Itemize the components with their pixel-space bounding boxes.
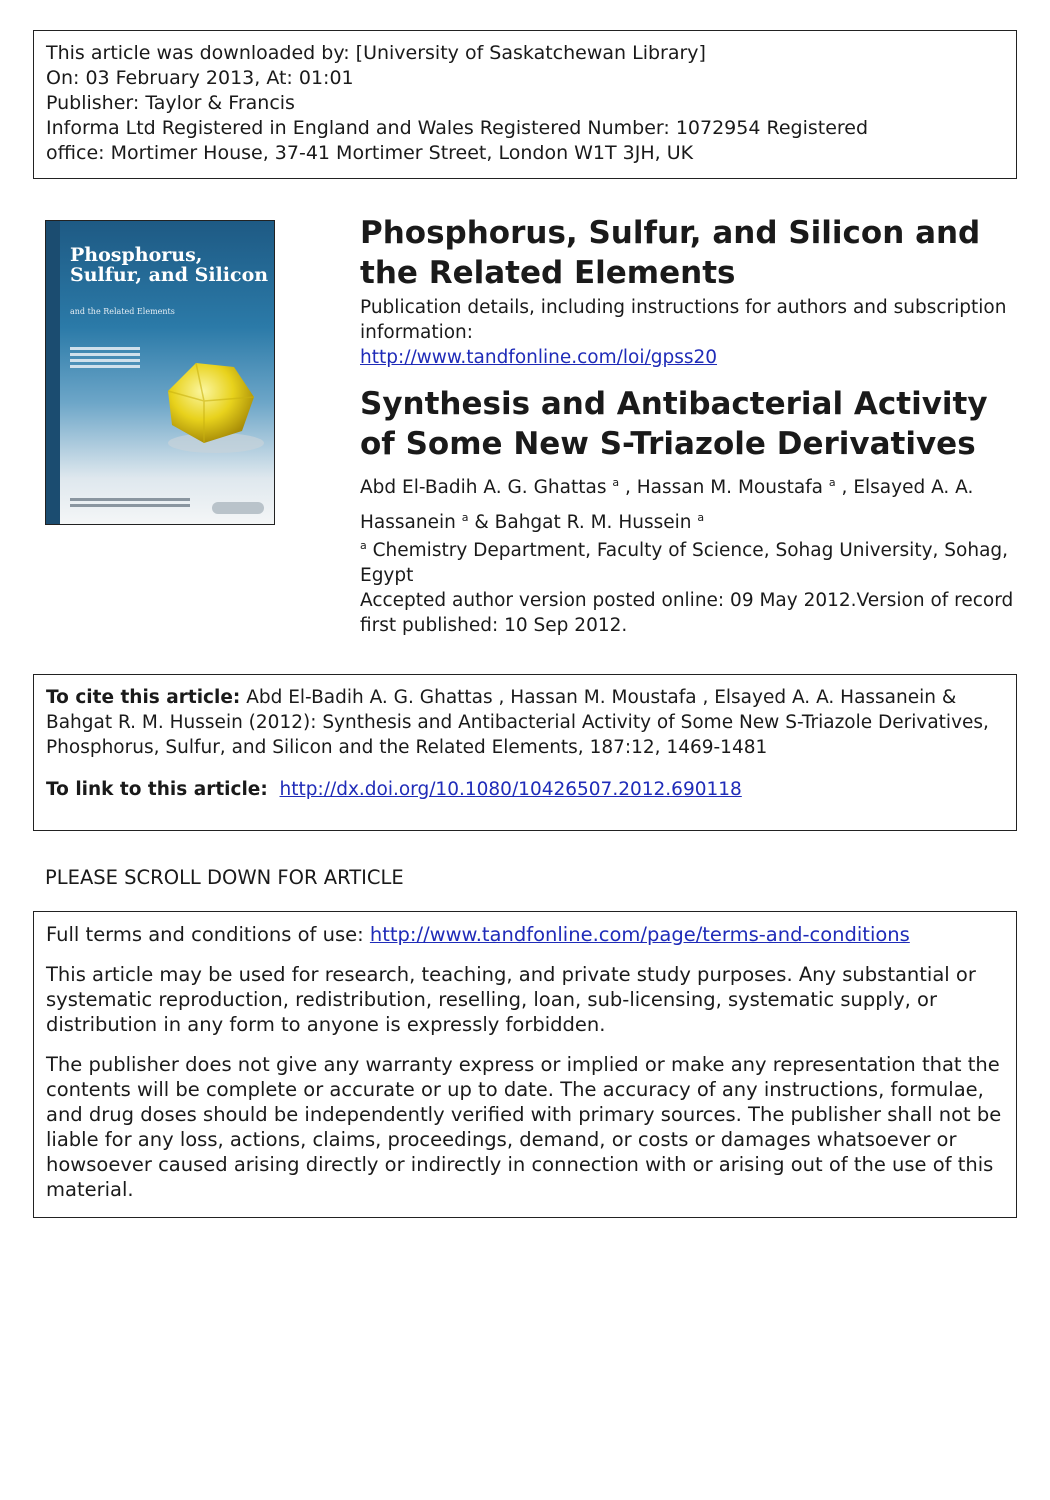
affiliation-marker: a xyxy=(828,476,836,489)
cite-label: To cite this article: xyxy=(46,687,241,708)
terms-label: Full terms and conditions of use: xyxy=(46,923,364,946)
affiliation-marker: a xyxy=(461,511,469,525)
registration-line: Informa Ltd Registered in England and Wales Registered Number: 1072954 Registered xyxy=(46,117,869,139)
author-name: Hassan M. Moustafa xyxy=(636,477,824,499)
download-line: This article was downloaded by: [University of Saskatchewan Library] xyxy=(46,42,706,64)
cover-issue-info xyxy=(70,347,140,371)
publisher-logo xyxy=(212,502,264,514)
download-info-box xyxy=(33,30,1017,179)
author-name: Elsayed A. A. Hassanein xyxy=(360,477,974,534)
disclaimer-paragraph: The publisher does not give any warranty express or implied or make any representation that the contents will be complete or accurate or up to date. The accuracy of any instructions, formulae, and drug doses should be independently verified with primary sources. The publisher shall not be liable for any loss, actions, claims, proceedings, demand, or costs or damages whatsoever or howsoever caused arising directly or indirectly in connection with or arising out of the use of this material. xyxy=(46,1053,1002,1201)
citation xyxy=(46,685,1004,760)
author-name: Abd El-Badih A. G. Ghattas xyxy=(360,477,607,499)
cover-spine xyxy=(46,221,60,524)
affiliation-block xyxy=(360,533,1020,638)
cover-subtitle: and the Related Elements xyxy=(70,307,175,316)
citation-text: Abd El-Badih A. G. Ghattas , Hassan M. Moustafa , Elsayed A. A. Hassanein & Bahgat R. M. Hussein (2012): Synthesis and Antibacterial Activity of Some New S-Triazole Derivatives, Phosphorus, Sulfur, and Silicon and the Related Elements, 187:12, 1469-1481 xyxy=(46,687,989,758)
citation-box xyxy=(33,674,1017,831)
office-line: office: Mortimer House, 37-41 Mortimer Street, London W1T 3JH, UK xyxy=(46,142,694,164)
journal-cover-image xyxy=(45,220,275,525)
affiliation-marker: a xyxy=(612,476,620,489)
publisher-line: Publisher: Taylor & Francis xyxy=(46,92,295,114)
affiliation-marker: a xyxy=(697,511,705,525)
publication-details-text: Publication details, including instructions for authors and subscription information: xyxy=(360,297,1007,343)
terms-box xyxy=(33,911,1017,1218)
download-date: On: 03 February 2013, At: 01:01 xyxy=(46,67,354,89)
affiliation: $^a$ Chemistry Department, Faculty of Science, Sohag University, Sohag, Egypt xyxy=(360,539,1009,587)
link-label: To link to this article: xyxy=(46,779,268,800)
terms-link[interactable]: http://www.tandfonline.com/page/terms-and-conditions xyxy=(369,923,910,946)
author-name: Bahgat R. M. Hussein xyxy=(494,512,692,534)
terms-line xyxy=(46,922,1004,947)
article-link-line xyxy=(46,777,1004,802)
cover-title: Phosphorus, Sulfur, and Silicon xyxy=(70,244,269,286)
publication-dates: Accepted author version posted online: 09 May 2012.Version of record first published: 10 Sep 2012. xyxy=(360,590,1014,637)
doi-link[interactable]: http://dx.doi.org/10.1080/10426507.2012.690118 xyxy=(279,779,742,800)
publication-details xyxy=(360,295,1020,370)
journal-url-link[interactable]: http://www.tandfonline.com/loi/gpss20 xyxy=(360,347,718,368)
author-list: Abd El-Badih A. G. Ghattas $^a$ , Hassan M. Moustafa $^a$ , Elsayed A. A. Hassanein $^a$ & Bahgat R. M. Hussein $^a$ xyxy=(360,476,974,534)
usage-paragraph: This article may be used for research, teaching, and private study purposes. Any substantial or systematic reproduction, redistribution, reselling, loan, sub-licensing, systematic supply, or distribution in any form to anyone is expressly forbidden. xyxy=(46,963,976,1036)
scroll-notice: PLEASE SCROLL DOWN FOR ARTICLE xyxy=(45,866,404,889)
article-title: Synthesis and Antibacterial Activity of Some New S-Triazole Derivatives xyxy=(360,386,988,462)
cover-editor-info xyxy=(70,498,190,510)
sulfur-crystal-icon xyxy=(146,351,266,461)
journal-title: Phosphorus, Sulfur, and Silicon and the Related Elements xyxy=(360,215,981,291)
